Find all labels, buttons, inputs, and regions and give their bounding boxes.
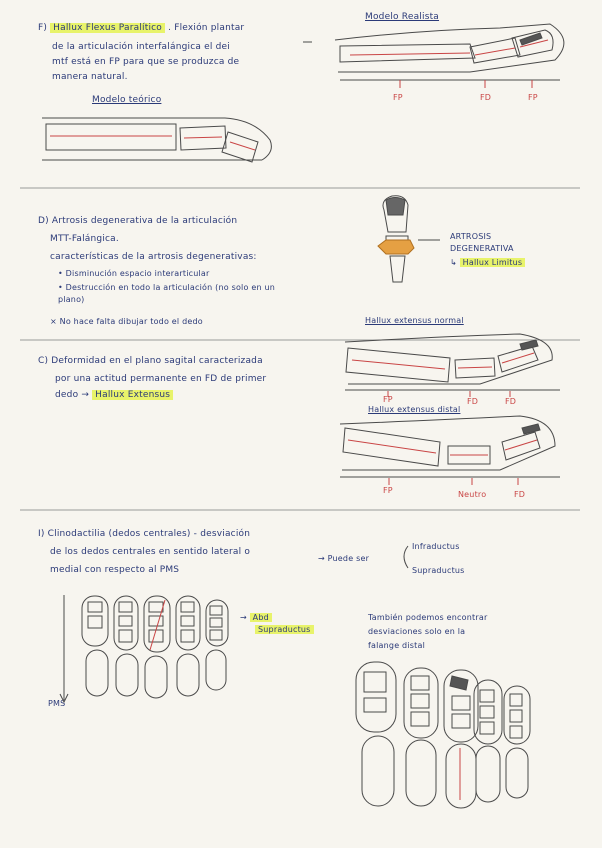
toe-2 <box>114 596 138 696</box>
puede-ser-text: Puede ser <box>327 554 370 563</box>
rtoe-5 <box>504 686 530 798</box>
fig-c1-label-2: FD <box>505 397 517 406</box>
section-f-line-1: de la articulación interfalángica el dei <box>52 42 230 52</box>
section-i-line-2: medial con respecto al PMS <box>50 565 180 575</box>
fig-f-label-0: FP <box>393 93 403 102</box>
hallux-extensus-label: Hallux Extensus <box>92 390 173 400</box>
section-c-line-2: dedo → Hallux Extensus <box>55 389 173 401</box>
note-text: No hace falta dibujar todo el dedo <box>59 317 203 326</box>
section-c-text-2: dedo <box>55 390 79 400</box>
section-d-label: D) <box>38 216 49 226</box>
abd-label: Abd <box>250 613 272 622</box>
also-text-2: falange distal <box>368 641 425 650</box>
fig-c2-label-2: FD <box>514 490 526 499</box>
section-d-line-1: MTT-Falángica. <box>50 234 119 244</box>
section-c-label: C) <box>38 356 49 366</box>
section-f-label: F) <box>38 23 48 33</box>
section-d-bullet-1: • Destrucción en todo la articulación (no solo en un plano) <box>58 283 275 304</box>
fig-c1-label-0: FP <box>383 395 393 404</box>
also-text-1: desviaciones solo en la <box>368 627 466 636</box>
section-i-line-1: de los dedos centrales en sentido lateral o <box>50 547 251 557</box>
toe-3 <box>144 596 170 698</box>
rtoe-3 <box>444 670 478 808</box>
option-infraductus: Infraductus <box>412 542 460 551</box>
figure-realistic-model <box>335 24 564 88</box>
options-bracket <box>404 546 408 568</box>
fig-i-label-0: → Abd <box>240 612 272 624</box>
toe-5 <box>206 600 228 690</box>
fig-f-label-2: FP <box>528 93 538 102</box>
section-f-line-2: mtf está en FP para que se produzca de <box>52 57 240 67</box>
section-i-text-0: Clinodactilia (dedos centrales) - desviación <box>47 529 251 539</box>
section-c-text-0: Deformidad en el plano sagital caracterizada <box>51 356 263 366</box>
fig-c1-title: Hallux extensus normal <box>365 316 464 325</box>
fig-d-highlight: ↳ Hallux Limitus <box>450 257 525 269</box>
fig-c1-label-1: FD <box>467 397 479 406</box>
fig-c2-label-1: Neutro <box>458 490 487 499</box>
puede-ser: → Puede ser <box>318 554 370 563</box>
figure-distal-deviation <box>356 662 530 808</box>
bullet-1-text: Destrucción en todo la articulación (no solo en un plano) <box>58 283 275 304</box>
section-d-bullet-0: • Disminución espacio interarticular <box>58 269 210 278</box>
section-f-line-3: manera natural. <box>52 72 128 82</box>
section-f-title: Hallux Flexus Paralítico <box>50 23 165 33</box>
bullet-0-text: Disminución espacio interarticular <box>65 269 210 278</box>
hallux-limitus-label: Hallux Limitus <box>460 258 526 267</box>
right-figure-title: Modelo Realista <box>365 12 440 22</box>
figure-theoretical-model <box>42 118 271 162</box>
rtoe-2 <box>404 668 438 806</box>
figure-clinodactilia <box>60 595 228 702</box>
figure-extensus-normal <box>345 334 560 397</box>
pms-axis-label: PMS <box>48 699 66 708</box>
supraductus-label: Supraductus <box>255 625 314 634</box>
rtoe-1 <box>356 662 396 806</box>
option-supraductus: Supraductus <box>412 566 465 575</box>
figure-extensus-distal <box>340 416 560 485</box>
left-figure-title: Modelo teórico <box>92 95 162 105</box>
also-text-0: También podemos encontrar <box>368 613 488 622</box>
section-d-line-2: características de la artrosis degenerativas: <box>50 252 257 262</box>
fig-c2-label-0: FP <box>383 486 393 495</box>
fig-f-label-1: FD <box>480 93 492 102</box>
fig-c2-title: Hallux extensus distal <box>368 405 461 414</box>
fig-d-label-0: ARTROSIS <box>450 232 492 241</box>
section-d-note: × No hace falta dibujar todo el dedo <box>50 317 203 326</box>
section-f-line-0: . Flexión plantar <box>168 23 245 33</box>
fig-d-label-1: DEGENERATIVA <box>450 244 514 253</box>
section-c-line-1: por una actitud permanente en FD de primer <box>55 374 267 384</box>
figure-hallux-limitus <box>378 196 440 282</box>
toe-4 <box>176 596 200 696</box>
section-d-text-0: Artrosis degenerativa de la articulación <box>51 216 238 226</box>
section-i-label: I) <box>38 529 45 539</box>
toe-1 <box>82 596 108 696</box>
